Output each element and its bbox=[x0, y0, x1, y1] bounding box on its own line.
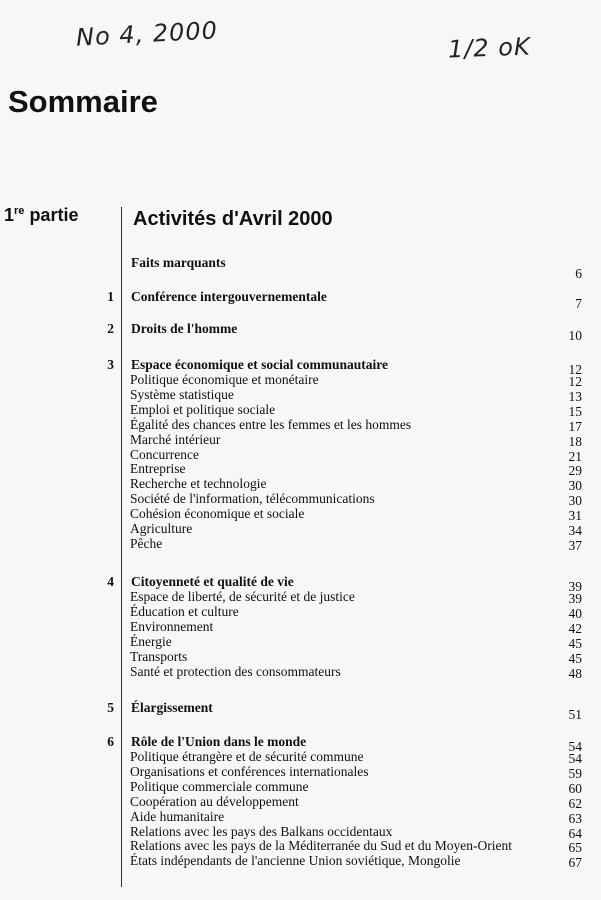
toc-item: Coopération au développement bbox=[130, 793, 299, 809]
toc-item: Agriculture bbox=[130, 521, 193, 536]
toc-item: Éducation et culture bbox=[130, 603, 239, 619]
part-number: 1 bbox=[4, 205, 15, 225]
toc-item: Relations avec les pays des Balkans occidentaux bbox=[130, 823, 393, 839]
section-title: Faits marquants bbox=[131, 255, 226, 270]
toc-item-page: 12 bbox=[568, 374, 582, 389]
toc-item-page: 15 bbox=[568, 403, 582, 419]
toc-item: Concurrence bbox=[130, 446, 199, 462]
toc-item: Marché intérieur bbox=[130, 431, 221, 447]
toc-item: Emploi et politique sociale bbox=[130, 401, 276, 417]
part-word: partie bbox=[29, 205, 79, 225]
toc-item: États indépendants de l'ancienne Union soviétique, Mongolie bbox=[130, 853, 461, 869]
section-page: 7 bbox=[575, 296, 582, 311]
part-label bbox=[4, 205, 78, 226]
part-ordinal-suffix: re bbox=[14, 205, 25, 217]
section-page: 51 bbox=[568, 707, 582, 722]
section-page: 39 bbox=[568, 579, 582, 594]
handwritten-note-ok: 1/2 oK bbox=[447, 32, 532, 64]
column-divider bbox=[121, 207, 122, 887]
toc-item-page: 40 bbox=[568, 605, 582, 621]
toc-item-page: 42 bbox=[568, 620, 582, 636]
toc-item-page: 59 bbox=[568, 765, 582, 781]
toc-item-page: 62 bbox=[568, 795, 582, 811]
toc-item: Santé et protection des consommateurs bbox=[130, 663, 341, 679]
toc-item-page: 60 bbox=[568, 780, 582, 796]
section-number: 3 bbox=[107, 357, 114, 372]
toc-item-page: 48 bbox=[568, 665, 582, 681]
toc-item-page: 45 bbox=[568, 635, 582, 651]
toc-item: Politique étrangère et de sécurité commune bbox=[130, 749, 364, 764]
toc-item-page: 21 bbox=[568, 448, 582, 464]
toc-item: Organisations et conférences internationales bbox=[130, 763, 369, 779]
toc-item: Relations avec les pays de la Méditerranée du Sud et du Moyen-Orient bbox=[130, 838, 513, 854]
toc-item-page: 65 bbox=[568, 840, 582, 856]
toc-item: Environnement bbox=[130, 618, 214, 634]
toc-item-page: 39 bbox=[568, 591, 582, 606]
toc-item: Espace de liberté, de sécurité et de justice bbox=[130, 589, 355, 604]
toc-item: Système statistique bbox=[130, 386, 234, 402]
toc-item: Politique économique et monétaire bbox=[130, 372, 319, 387]
section-number: 6 bbox=[107, 734, 114, 749]
toc-item-page: 18 bbox=[568, 433, 582, 449]
section-page: 10 bbox=[568, 328, 582, 343]
section-number: 4 bbox=[107, 574, 114, 589]
toc-item-page: 30 bbox=[568, 478, 582, 494]
section-page: 6 bbox=[575, 266, 582, 281]
section-title: Droits de l'homme bbox=[131, 321, 238, 336]
page-title: Sommaire bbox=[8, 84, 158, 119]
toc-item-page: 29 bbox=[568, 463, 582, 479]
toc-item: Pêche bbox=[130, 535, 163, 551]
toc-item-page: 45 bbox=[568, 650, 582, 666]
toc-item: Transports bbox=[130, 648, 188, 664]
toc-item-page: 64 bbox=[568, 825, 582, 841]
toc-item-page: 31 bbox=[568, 508, 582, 524]
toc-item: Politique commerciale commune bbox=[130, 778, 309, 794]
toc-item: Cohésion économique et sociale bbox=[130, 506, 305, 522]
toc-item-page: 37 bbox=[568, 537, 582, 553]
toc-item-page: 63 bbox=[568, 810, 582, 826]
section-page: 54 bbox=[568, 739, 582, 754]
section-title: Rôle de l'Union dans le monde bbox=[131, 734, 307, 749]
toc-item: Entreprise bbox=[130, 461, 186, 477]
section-page: 12 bbox=[568, 362, 582, 377]
part-heading: Activités d'Avril 2000 bbox=[133, 208, 333, 230]
toc-item-page: 34 bbox=[568, 523, 582, 538]
toc-item: Énergie bbox=[130, 633, 172, 649]
toc-item: Société de l'information, télécommunications bbox=[130, 491, 375, 507]
section-title: Conférence intergouvernementale bbox=[131, 289, 327, 304]
toc-item-page: 13 bbox=[568, 388, 582, 404]
section-title: Élargissement bbox=[131, 700, 213, 715]
toc-item-page: 17 bbox=[568, 418, 582, 434]
toc-item: Égalité des chances entre les femmes et les hommes bbox=[130, 416, 412, 432]
toc-item: Recherche et technologie bbox=[130, 476, 267, 492]
toc-item-page: 54 bbox=[568, 751, 582, 766]
toc-item-page: 67 bbox=[568, 855, 582, 871]
section-title: Citoyenneté et qualité de vie bbox=[131, 574, 294, 589]
toc-item: Aide humanitaire bbox=[130, 808, 225, 824]
handwritten-note-issue: No 4, 2000 bbox=[75, 16, 219, 52]
section-title: Espace économique et social communautaire bbox=[131, 357, 388, 372]
section-number: 2 bbox=[107, 321, 114, 336]
toc-item-page: 30 bbox=[568, 493, 582, 509]
section-number: 1 bbox=[107, 289, 114, 304]
section-number: 5 bbox=[107, 700, 114, 715]
